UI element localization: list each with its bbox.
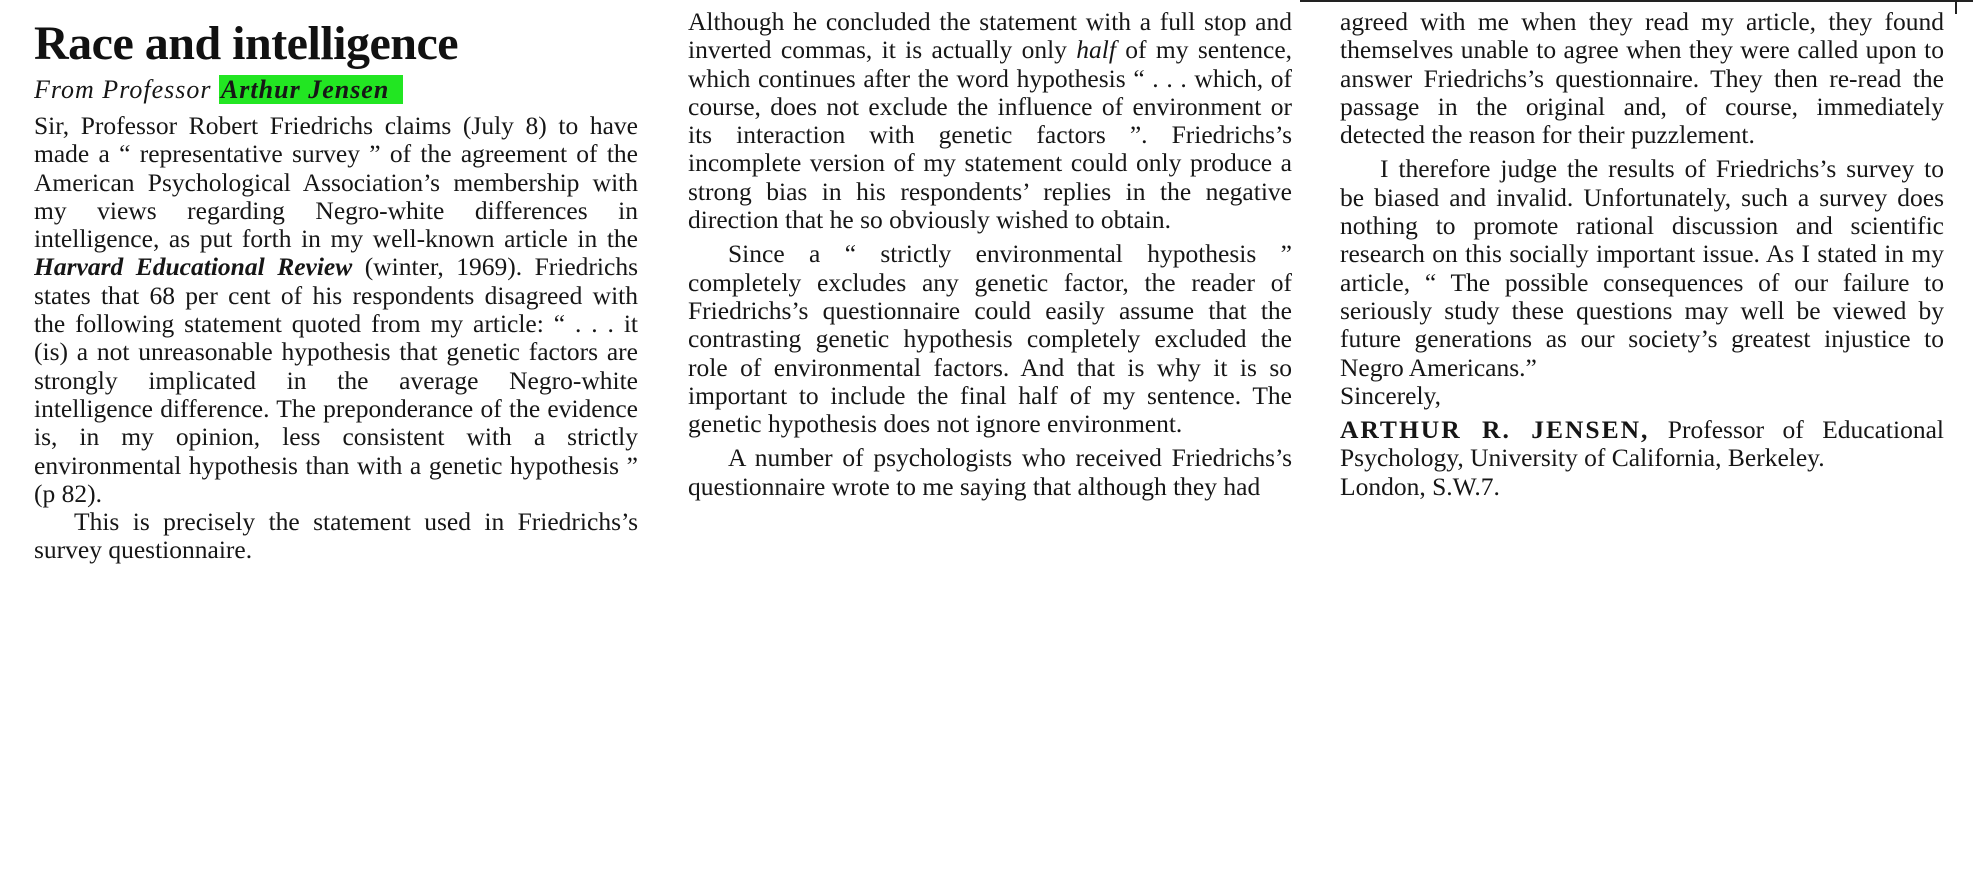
text-run: Although he concluded the statement with a full stop and inverted commas, it is actually only [688,8,1292,65]
paragraph [34,112,638,508]
paragraph: agreed with me when they read my article, they found themselves unable to agree when they were called upon to answer Friedrichs’s questionnaire. They then re-read the passage in the original and, of course, immediately detected the reason for their puzzlement. [1340,8,1944,150]
column-3 [1340,8,1944,866]
paragraph: I therefore judge the results of Friedrichs’s survey to be biased and invalid. Unfortunately, such a survey does nothing to promote rational discussion and scientific research on this socially important issue. As I stated in my article, “ The possible consequences of our failure to seriously study these questions may well be viewed by future generations as our society’s greatest injustice to Negro Americans.” [1340,154,1944,382]
top-rule-tick [1955,0,1957,14]
column-2 [688,8,1292,866]
paragraph: This is precisely the statement used in Friedrichs’s survey questionnaire. [34,507,638,565]
paragraph: Since a “ strictly environmental hypothesis ” completely excludes any genetic factor, the reader of Friedrichs’s questionnaire could easily assume that the contrasting genetic hypothesis completely excluded the role of environmental factors. And that is why it is so important to include the final half of my sentence. The genetic hypothesis does not ignore environment. [688,239,1292,439]
paragraph [688,8,1292,234]
location: London, S.W.7. [1340,471,1500,501]
byline [34,74,638,106]
journal-title: Harvard Educational Review [34,252,353,282]
text-run: Sir, Professor Robert Friedrichs claims (July 8) to have made a “ representative survey ” of the agreement of the American Psychological Association’s membership with my views regarding Negro-white differences in intelligence, as put forth in my well-known article in the [34,111,638,254]
signature-title: Professor of Educational Psychology, University of California, Berkeley. [1340,415,1944,473]
top-rule [1300,0,1973,2]
text-run: (winter, 1969). Friedrichs states that 68 per cent of his respondents disagreed with the following statement quoted from my article: “ . . . it (is) a not unreasonable hypothesis that genetic factors are strongly implicated in the average Negro-white intelligence difference. The preponderance of the evidence is, in my opinion, less consistent with a strictly environmental hypothesis than with a genetic hypothesis ” (p 82). [34,252,638,508]
headline: Race and intelligence [34,17,459,70]
signature-name: ARTHUR R. JENSEN, [1340,415,1650,445]
byline-prefix: From Professor [34,75,212,104]
signature [1340,416,1944,473]
closing: Sincerely, [1340,380,1442,410]
emphasis: half [1076,35,1116,65]
text-run: of my sentence, which continues after the word hypothesis “ . . . which, of course, does not exclude the influence of environment or its interaction with genetic factors ”. Friedrichs’s incomplete version of my statement could only produce a strong bias in his respondents’ replies in the negative direction that he so obviously wished to obtain. [688,35,1292,235]
byline-author-highlight: Arthur Jensen [219,75,403,104]
column-1 [34,8,638,866]
paragraph: A number of psychologists who received Friedrichs’s questionnaire wrote to me saying that although they had [688,443,1292,501]
